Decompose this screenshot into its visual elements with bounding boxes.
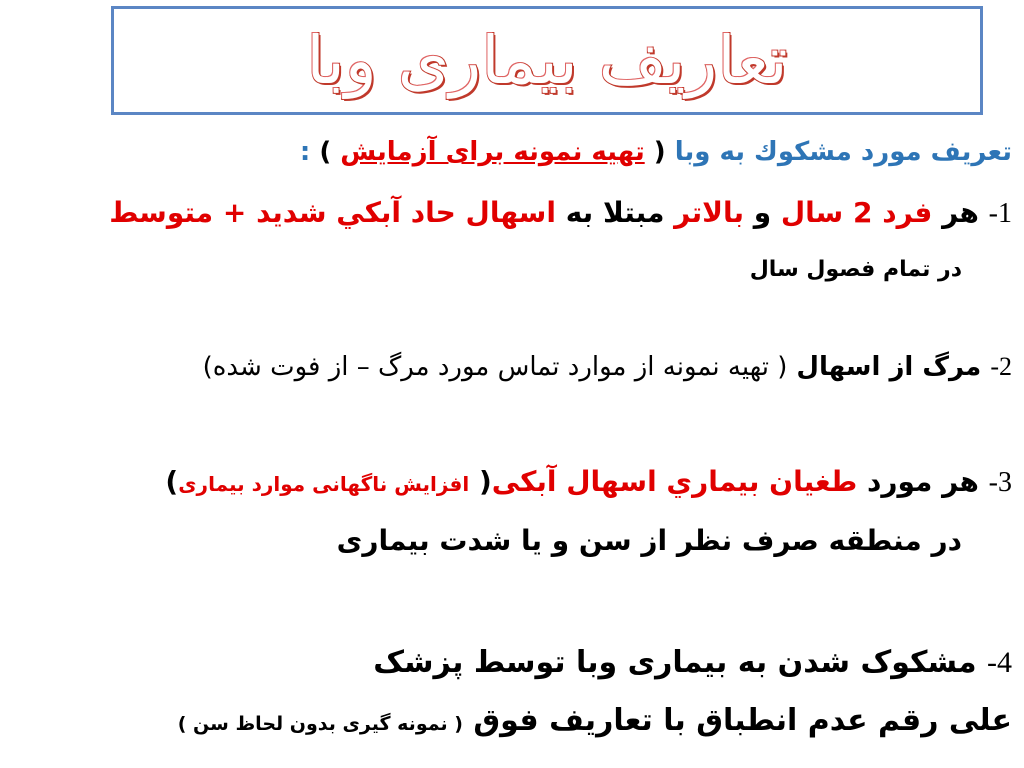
slide-title: تعاریف بیماری وبا — [306, 22, 788, 99]
item-1-t6: اسهال حاد آبكي شديد + متوسط — [109, 196, 556, 229]
item-1-number: 1- — [988, 198, 1012, 229]
item-3-number: 3- — [988, 467, 1012, 498]
item-3-t1: هر مورد — [866, 465, 979, 498]
item-2-number: 2- — [990, 352, 1012, 381]
item-2-t1: مرگ از اسهال — [796, 352, 982, 382]
item-4-line2 — [178, 703, 1012, 738]
item-3-line2: در منطقه صرف نظر از سن و یا شدت بیماری — [336, 524, 962, 557]
item-3-t3: افزایش ناگهانی موارد بیماری — [178, 472, 470, 496]
item-3-paren-open: ( — [478, 465, 492, 498]
item-4 — [373, 645, 1012, 680]
item-1-t2: فرد 2 سال — [780, 196, 933, 229]
definition-colon: : — [299, 137, 311, 167]
item-1-t4: بالاتر — [674, 196, 744, 229]
definition-label: تعریف مورد مشكوك به وبا — [674, 137, 1012, 167]
item-1-line2: در تمام فصول سال — [749, 257, 962, 282]
definition-paren-text: تهیه نمونه برای آزمایش — [340, 137, 645, 167]
definition-paren-open: ( — [653, 137, 666, 167]
item-1 — [109, 196, 1012, 230]
definition-line — [300, 137, 1012, 167]
item-2 — [203, 352, 1012, 382]
item-3-paren-close: ) — [165, 465, 179, 498]
title-box — [111, 6, 983, 115]
definition-paren-close: ) — [319, 137, 332, 167]
item-3 — [165, 465, 1012, 499]
item-2-t2: ( تهیه نمونه از موارد تماس مورد مرگ – از فوت شده) — [202, 352, 788, 382]
item-4-line2-small: ( نمونه گیری بدون لحاظ سن ) — [177, 713, 463, 735]
item-1-t5: مبتلا به — [565, 196, 665, 229]
item-4-number: 4- — [987, 646, 1012, 679]
item-1-t3: و — [753, 196, 772, 229]
item-4-t1: مشکوک شدن به بیماری وبا توسط پزشک — [373, 645, 977, 680]
item-1-t1: هر — [942, 196, 979, 229]
item-3-t2: طغيان بيماري اسهال آبکی — [491, 465, 858, 498]
item-4-line2-text: علی رقم عدم انطباق با تعاریف فوق — [473, 703, 1012, 738]
